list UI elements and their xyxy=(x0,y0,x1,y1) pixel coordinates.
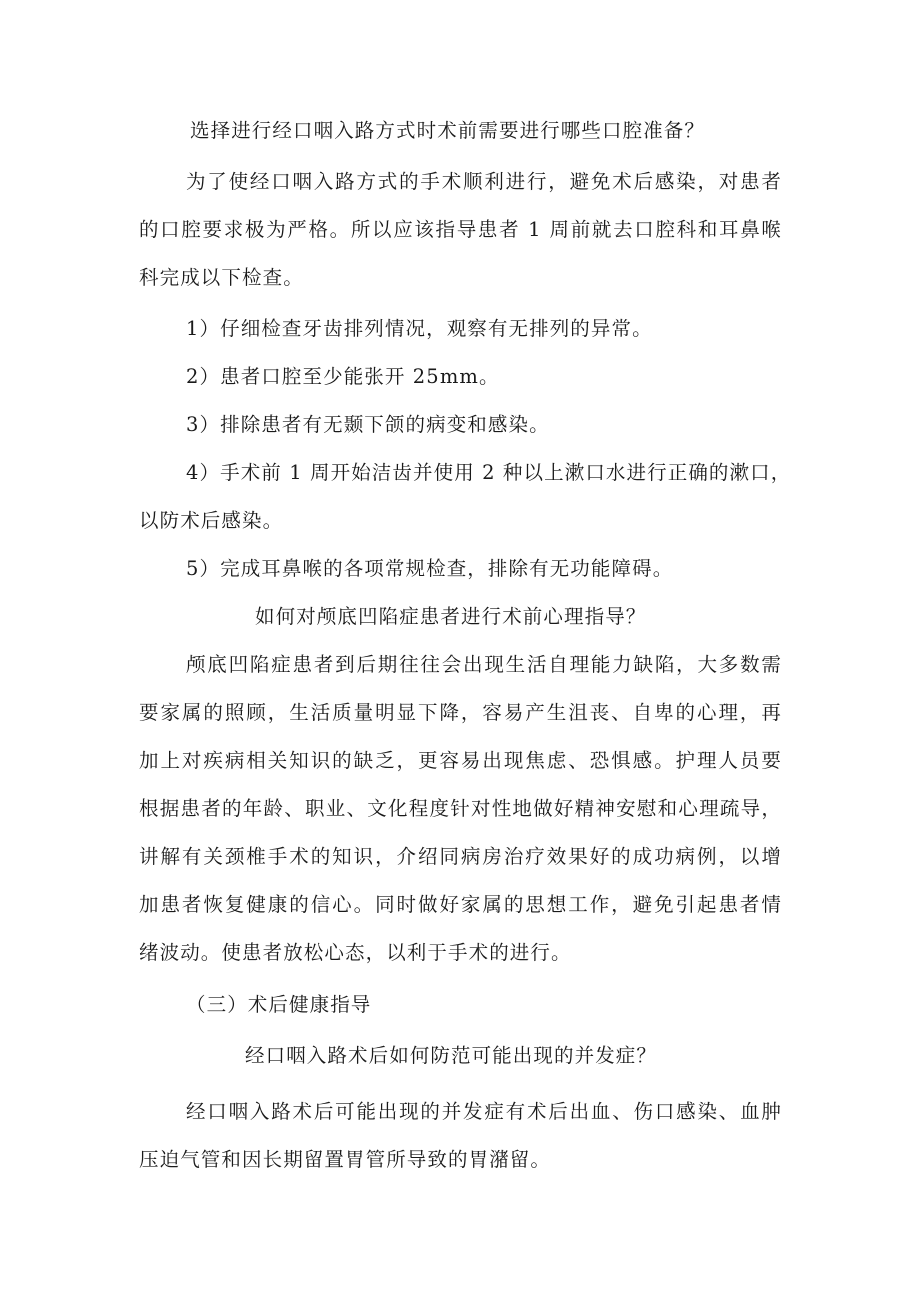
list-item-3: 3）排除患者有无颞下颌的病变和感染。 xyxy=(186,413,550,436)
paragraph-line: 的口腔要求极为严格。所以应该指导患者 1 周前就去口腔科和耳鼻喉 xyxy=(139,218,782,241)
paragraph-line: 经口咽入路术后可能出现的并发症有术后出血、伤口感染、血肿 xyxy=(186,1100,782,1123)
question-2-title: 如何对颅底凹陷症患者进行术前心理指导？ xyxy=(255,605,647,628)
section-heading: （三）术后健康指导 xyxy=(186,993,372,1016)
list-item-5: 5）完成耳鼻喉的各项常规检查，排除有无功能障碍。 xyxy=(186,557,674,580)
list-item-4-continued: 以防术后感染。 xyxy=(139,509,284,532)
paragraph-line: 加患者恢复健康的信心。同时做好家属的思想工作，避免引起患者情 xyxy=(139,893,782,916)
paragraph-line: 压迫气管和因长期留置胃管所导致的胃潴留。 xyxy=(139,1148,552,1171)
paragraph-line: 绪波动。使患者放松心态，以利于手术的进行。 xyxy=(139,941,572,964)
list-item-1: 1）仔细检查牙齿排列情况，观察有无排列的异常。 xyxy=(186,317,653,340)
question-3-title: 经口咽入路术后如何防范可能出现的并发症？ xyxy=(245,1044,658,1067)
list-item-2: 2）患者口腔至少能张开 25mm。 xyxy=(186,365,500,388)
list-item-4: 4）手术前 1 周开始洁齿并使用 2 种以上漱口水进行正确的漱口， xyxy=(186,461,792,484)
paragraph-line: 要家属的照顾，生活质量明显下降，容易产生沮丧、自卑的心理，再 xyxy=(139,701,782,724)
paragraph-line: 加上对疾病相关知识的缺乏，更容易出现焦虑、恐惧感。护理人员要 xyxy=(139,749,782,772)
paragraph-line: 根据患者的年龄、职业、文化程度针对性地做好精神安慰和心理疏导， xyxy=(139,797,782,820)
paragraph-line: 讲解有关颈椎手术的知识，介绍同病房治疗效果好的成功病例，以增 xyxy=(139,845,782,868)
paragraph-line: 颅底凹陷症患者到后期往往会出现生活自理能力缺陷，大多数需 xyxy=(186,653,782,676)
paragraph-line: 科完成以下检查。 xyxy=(139,266,304,289)
question-1-title: 选择进行经口咽入路方式时术前需要进行哪些口腔准备？ xyxy=(190,119,706,142)
paragraph-line: 为了使经口咽入路方式的手术顺利进行，避免术后感染，对患者 xyxy=(186,170,782,193)
